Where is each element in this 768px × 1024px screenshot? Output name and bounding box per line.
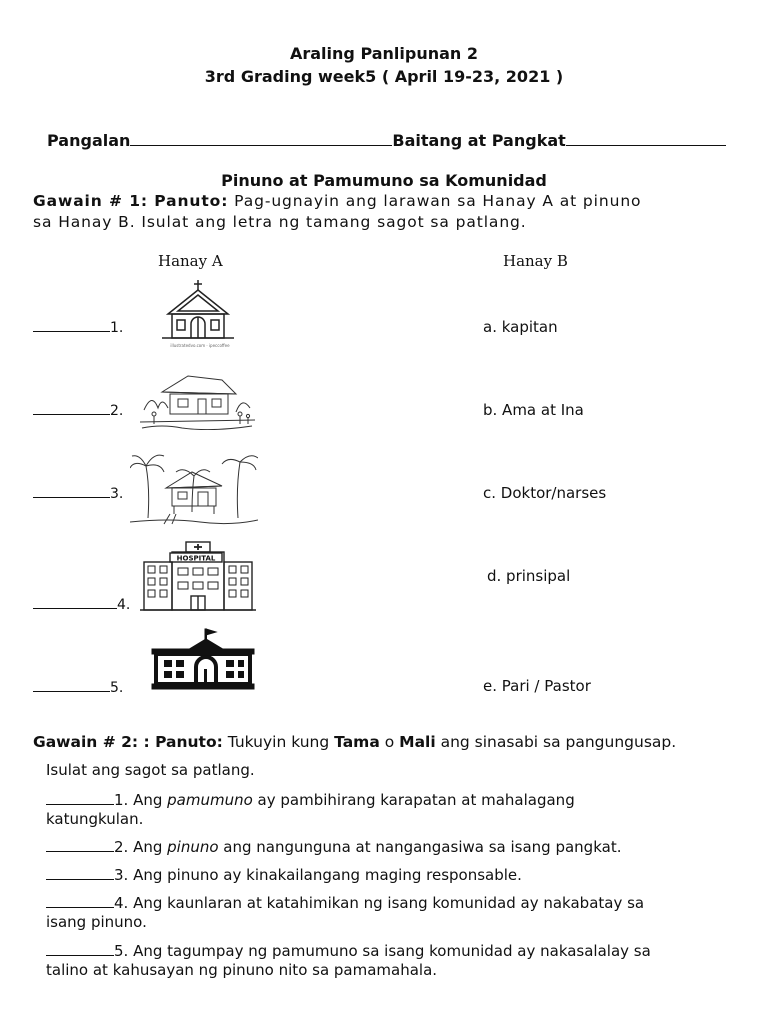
section-title: Pinuno at Pamumuno sa Komunidad bbox=[221, 171, 547, 190]
activity2-label: Gawain # 2: : Panuto: bbox=[33, 733, 223, 751]
activity1-instruction-line2: sa Hanay B. Isulat ang letra ng tamang sagot sa patlang. bbox=[33, 213, 527, 231]
tama-word: Tama bbox=[334, 733, 380, 751]
statement-2 bbox=[46, 836, 621, 856]
statement-1-cont: katungkulan. bbox=[46, 810, 144, 828]
statement-5 bbox=[46, 940, 651, 960]
answer-blank-3[interactable] bbox=[33, 482, 110, 498]
statement-text: 5. Ang tagumpay ng pamumuno sa isang komunidad ay nakasalalay sa bbox=[114, 942, 651, 960]
hospital-icon bbox=[140, 540, 256, 614]
activity2-instruction bbox=[33, 733, 676, 751]
statement-emphasis: pinuno bbox=[167, 838, 219, 856]
name-blank[interactable] bbox=[130, 130, 392, 146]
activity1-instruction bbox=[33, 192, 641, 210]
statement-4 bbox=[46, 892, 644, 912]
church-icon bbox=[158, 278, 242, 350]
item-number: 1. bbox=[110, 320, 124, 336]
item-number: 3. bbox=[110, 486, 124, 502]
student-info bbox=[47, 130, 726, 150]
statement-text: ay pambihirang karapatan at mahalagang bbox=[252, 791, 575, 809]
statement-text: 3. Ang pinuno ay kinakailangang maging responsable. bbox=[114, 866, 522, 884]
statement-text: ang nangunguna at nangangasiwa sa isang pangkat. bbox=[218, 838, 622, 856]
hospital-sign: HOSPITAL bbox=[176, 554, 216, 563]
statement-text: 2. Ang bbox=[114, 838, 168, 856]
item-1 bbox=[33, 316, 123, 336]
column-a-header: Hanay A bbox=[158, 252, 223, 270]
school-icon bbox=[150, 627, 256, 691]
worksheet-title: Araling Panlipunan 2 bbox=[289, 44, 479, 63]
name-label: Pangalan bbox=[47, 131, 131, 150]
grade-section-label: Baitang at Pangkat bbox=[392, 131, 566, 150]
statement-emphasis: pamumuno bbox=[167, 791, 253, 809]
statement-5-cont: talino at kahusayan ng pinuno nito sa pamamahala. bbox=[46, 961, 438, 979]
nipa-hut-icon bbox=[130, 448, 258, 528]
item-2 bbox=[33, 399, 123, 419]
grade-section-blank[interactable] bbox=[566, 130, 726, 146]
answer-blank-5[interactable] bbox=[33, 676, 110, 692]
activity2-instruction-line2: Isulat ang sagot sa patlang. bbox=[46, 761, 255, 779]
picture-caption: illustratedvo.com · ipeccoffee bbox=[170, 343, 230, 348]
village-house-icon bbox=[140, 370, 255, 430]
mali-word: Mali bbox=[399, 733, 436, 751]
worksheet-subtitle: 3rd Grading week5 ( April 19-23, 2021 ) bbox=[204, 67, 564, 86]
item-number: 4. bbox=[117, 597, 131, 613]
answer-blank-s2[interactable] bbox=[46, 836, 114, 852]
statement-1 bbox=[46, 789, 575, 809]
item-number: 5. bbox=[110, 680, 124, 696]
item-3 bbox=[33, 482, 123, 502]
item-5 bbox=[33, 676, 123, 696]
instruction-text: o bbox=[379, 733, 400, 751]
activity1-label: Gawain # 1: Panuto: bbox=[33, 192, 229, 210]
statement-text: 1. Ang bbox=[114, 791, 168, 809]
answer-blank-s5[interactable] bbox=[46, 940, 114, 956]
instruction-text: ang sinasabi sa pangungusap. bbox=[435, 733, 677, 751]
answer-blank-s1[interactable] bbox=[46, 789, 114, 805]
answer-blank-2[interactable] bbox=[33, 399, 110, 415]
option-b: b. Ama at Ina bbox=[483, 401, 584, 419]
answer-blank-4[interactable] bbox=[33, 593, 117, 609]
option-a: a. kapitan bbox=[483, 318, 558, 336]
answer-blank-s4[interactable] bbox=[46, 892, 114, 908]
item-number: 2. bbox=[110, 403, 124, 419]
option-c: c. Doktor/narses bbox=[483, 484, 607, 502]
instruction-text: Tukuyin kung bbox=[222, 733, 335, 751]
answer-blank-1[interactable] bbox=[33, 316, 110, 332]
statement-3 bbox=[46, 864, 522, 884]
answer-blank-s3[interactable] bbox=[46, 864, 114, 880]
statement-4-cont: isang pinuno. bbox=[46, 913, 147, 931]
column-b-header: Hanay B bbox=[503, 252, 568, 270]
option-d: d. prinsipal bbox=[487, 567, 571, 585]
activity1-instruction-text: Pag-ugnayin ang larawan sa Hanay A at pinuno bbox=[228, 192, 642, 210]
statement-text: 4. Ang kaunlaran at katahimikan ng isang komunidad ay nakabatay sa bbox=[114, 894, 645, 912]
item-4 bbox=[33, 593, 130, 613]
option-e: e. Pari / Pastor bbox=[483, 677, 591, 695]
